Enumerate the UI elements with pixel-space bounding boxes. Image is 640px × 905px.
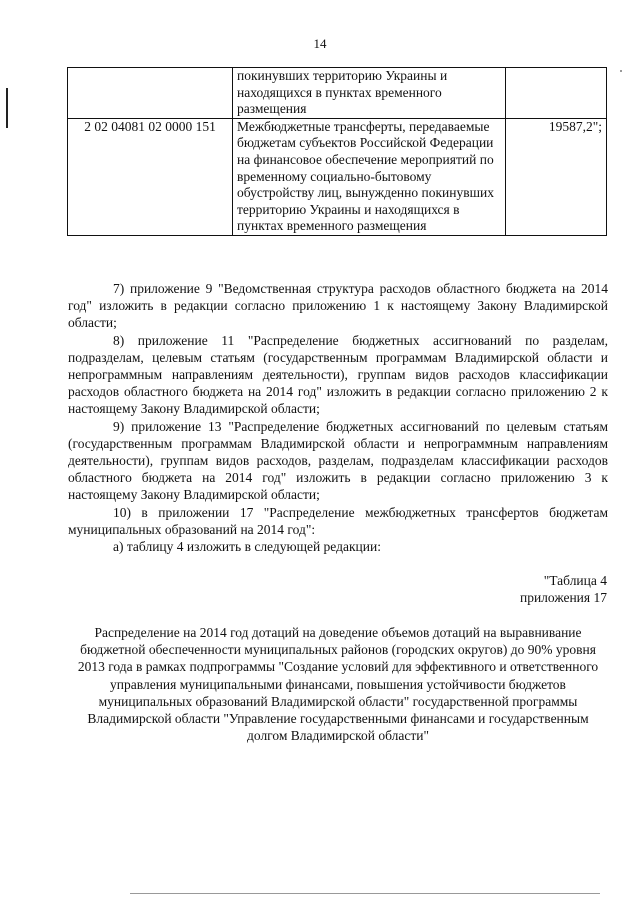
page-number: 14 bbox=[313, 36, 327, 51]
paragraph-item-8: 8) приложение 11 "Распределение бюджетных ассигнований по разделам, подразделам, целевым статьям (государственным программам Владимирской области и непрограммным направлениям деятельности), группам видов расходов классификации расходов областного бюджета на 2014 год" изложить в редакции согласно приложению 2 к настоящему Закону Владимирской области; bbox=[68, 332, 608, 417]
amount-cell bbox=[506, 68, 607, 119]
footer-rule bbox=[130, 893, 600, 894]
paragraph-item-a: а) таблицу 4 изложить в следующей редакции: bbox=[113, 539, 381, 555]
description-cell: покинувших территорию Украины и находящихся в пунктах временного размещения bbox=[233, 68, 506, 119]
paragraph-item-9: 9) приложение 13 "Распределение бюджетных ассигнований по целевым статьям (государственным программам Владимирской области и непрограммным направлениям деятельности), группам видов расходов, разделам, подразделам классификации расходов областного бюджета на 2014 год" изложить в редакции согласно приложению 3 к настоящему Закону Владимирской области; bbox=[68, 418, 608, 503]
scan-mark bbox=[6, 88, 8, 128]
table-row bbox=[68, 68, 607, 119]
table-row bbox=[68, 118, 607, 235]
code-cell bbox=[68, 68, 233, 119]
description-cell: Межбюджетные трансферты, передаваемые бюджетам субъектов Российской Федерации на финансовое обеспечение мероприятий по временному социально-бытовому обустройству лиц, вынужденно покинувших территорию Украины и находящихся в пунктах временного размещения bbox=[233, 118, 506, 235]
paragraph-item-7: 7) приложение 9 "Ведомственная структура расходов областного бюджета на 2014 год" изложить в редакции согласно приложению 1 к настоящему Закону Владимирской области; bbox=[68, 281, 608, 331]
caption-line: "Таблица 4 bbox=[543, 573, 607, 588]
caption-line: приложения 17 bbox=[519, 590, 607, 606]
scan-dot bbox=[620, 70, 622, 72]
document-body bbox=[68, 280, 608, 555]
amount-cell: 19587,2"; bbox=[506, 118, 607, 235]
table-caption bbox=[520, 572, 607, 606]
code-cell: 2 02 04081 02 0000 151 bbox=[68, 118, 233, 235]
section-title: Распределение на 2014 год дотаций на доведение объемов дотаций на выравнивание бюджетной обеспеченности муниципальных районов (городских округов) до 90% уровня 2013 года в рамках подпрограммы "Создание условий для эффективного и ответственного управления муниципальными финансами, повышения устойчивости бюджетов муниципальных образований Владимирской области" государственной программы Владимирской области "Управление государственными финансами и государственным долгом Владимирской области" bbox=[77, 625, 599, 744]
paragraph-item-10: 10) в приложении 17 "Распределение межбюджетных трансфертов бюджетам муниципальных образований на 2014 год": bbox=[68, 504, 608, 537]
budget-table bbox=[67, 67, 607, 236]
